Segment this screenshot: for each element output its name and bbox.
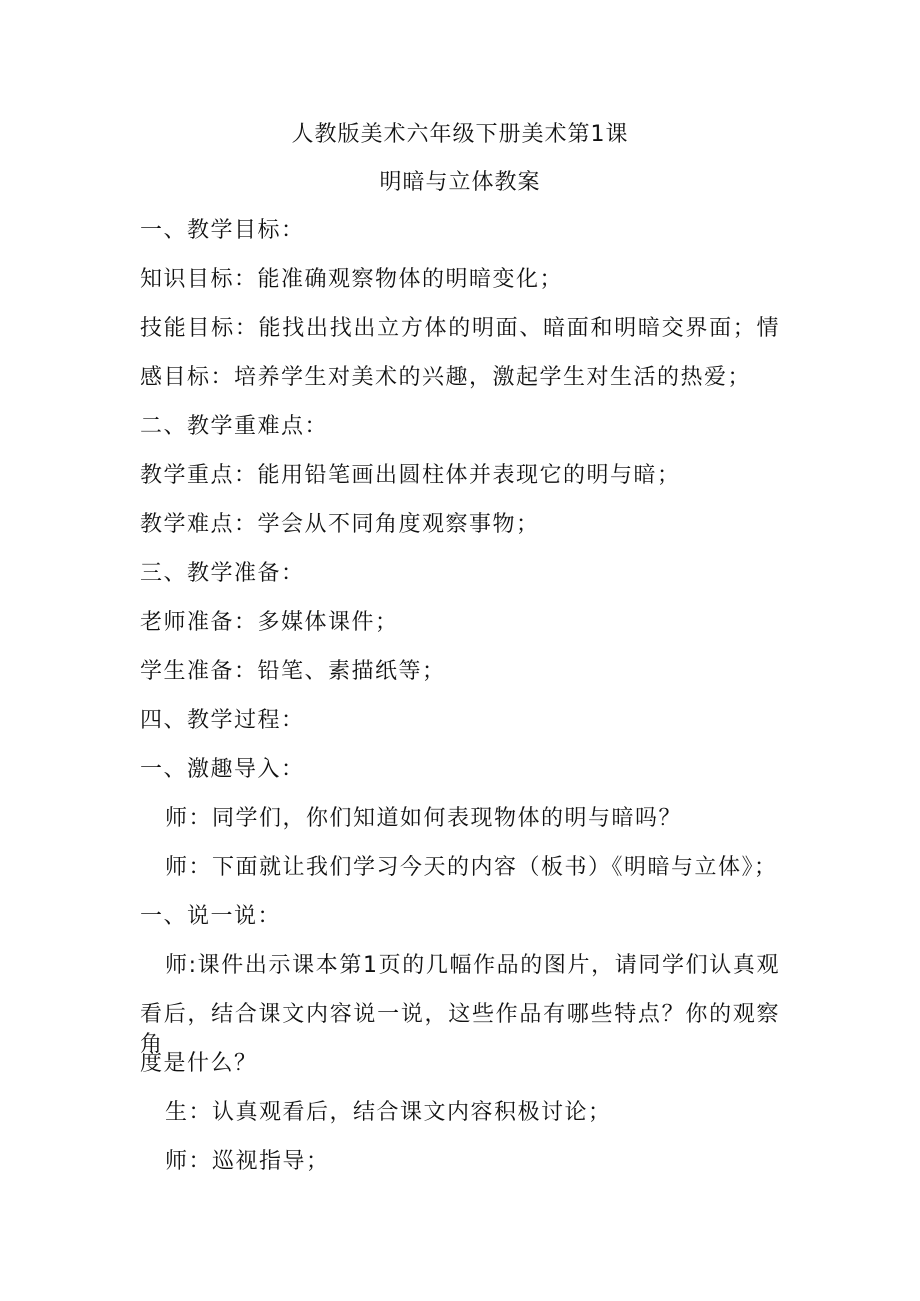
paragraph-line: 度是什么？ (140, 1051, 258, 1076)
paragraph-line: 教学重点：能用铅笔画出圆柱体并表现它的明与暗； (140, 463, 681, 488)
paragraph-line: 知识目标：能准确观察物体的明暗变化； (140, 267, 564, 292)
paragraph-line: 生：认真观看后，结合课文内容积极讨论； (165, 1100, 612, 1125)
section-heading-process: 四、教学过程： (140, 708, 305, 733)
section-heading-intro: 一、激趣导入： (140, 757, 305, 782)
document-subtitle: 明暗与立体教案 (379, 170, 541, 195)
paragraph-line: 师：同学们，你们知道如何表现物体的明与暗吗？ (165, 806, 683, 831)
paragraph-line: 师：巡视指导； (165, 1149, 330, 1174)
paragraph-line: 老师准备：多媒体课件； (140, 610, 399, 635)
paragraph-line: 师:课件出示课本第1页的几幅作品的图片，请同学们认真观 (165, 953, 780, 978)
paragraph-line: 技能目标：能找出找出立方体的明面、暗面和明暗交界面；情 (140, 316, 780, 341)
document-title: 人教版美术六年级下册美术第1课 (291, 122, 629, 147)
paragraph-line: 感目标：培养学生对美术的兴趣，激起学生对生活的热爱； (140, 365, 752, 390)
paragraph-line: 看后，结合课文内容说一说，这些作品有哪些特点？你的观察角 (140, 1002, 780, 1057)
paragraph-line: 师：下面就让我们学习今天的内容（板书）《明暗与立体》； (165, 855, 778, 880)
section-heading-preparation: 三、教学准备： (140, 561, 305, 586)
section-heading-objectives: 一、教学目标： (140, 218, 305, 243)
section-heading-key-points: 二、教学重难点： (140, 414, 329, 439)
paragraph-line: 教学难点：学会从不同角度观察事物； (140, 512, 540, 537)
section-heading-discuss: 一、说一说： (140, 904, 282, 929)
paragraph-line: 学生准备：铅笔、素描纸等； (140, 659, 446, 684)
